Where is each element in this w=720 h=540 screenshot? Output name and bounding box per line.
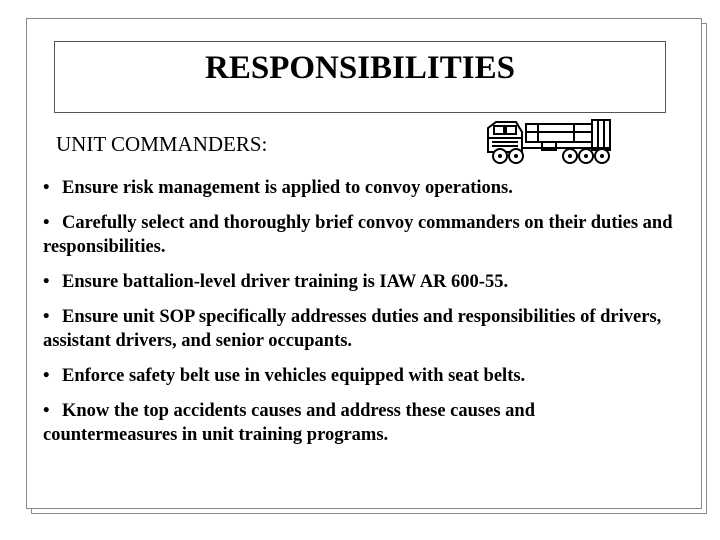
bullet-mark: • xyxy=(43,307,50,327)
military-truck-icon xyxy=(486,118,614,166)
bullet-text: Enforce safety belt use in vehicles equipped with seat belts. xyxy=(62,366,526,386)
bullet-item xyxy=(43,305,673,353)
bullet-item xyxy=(43,399,673,447)
bullet-text: Ensure battalion-level driver training is IAW AR 600-55. xyxy=(62,272,509,292)
bullet-item xyxy=(43,211,673,259)
bullet-mark: • xyxy=(43,272,50,292)
bullet-item xyxy=(43,176,673,200)
bullet-text: Ensure risk management is applied to convoy operations. xyxy=(62,178,513,198)
bullet-item xyxy=(43,364,673,388)
bullet-mark: • xyxy=(43,401,50,421)
bullet-mark: • xyxy=(43,213,50,233)
bullet-text: Carefully select and thoroughly brief convoy commanders on their duties and responsibilities. xyxy=(43,213,673,257)
bullet-item xyxy=(43,270,673,294)
bullet-text: Ensure unit SOP specifically addresses duties and responsibilities of drivers, assistant drivers, and senior occupants. xyxy=(43,307,662,351)
bullet-mark: • xyxy=(43,366,50,386)
bullet-list xyxy=(43,176,673,458)
section-heading: UNIT COMMANDERS: xyxy=(56,132,268,156)
bullet-mark: • xyxy=(43,178,50,198)
bullet-text: Know the top accidents causes and address these causes and countermeasures in unit training programs. xyxy=(43,401,535,445)
title-box xyxy=(54,41,666,113)
slide-title: RESPONSIBILITIES xyxy=(205,49,515,86)
